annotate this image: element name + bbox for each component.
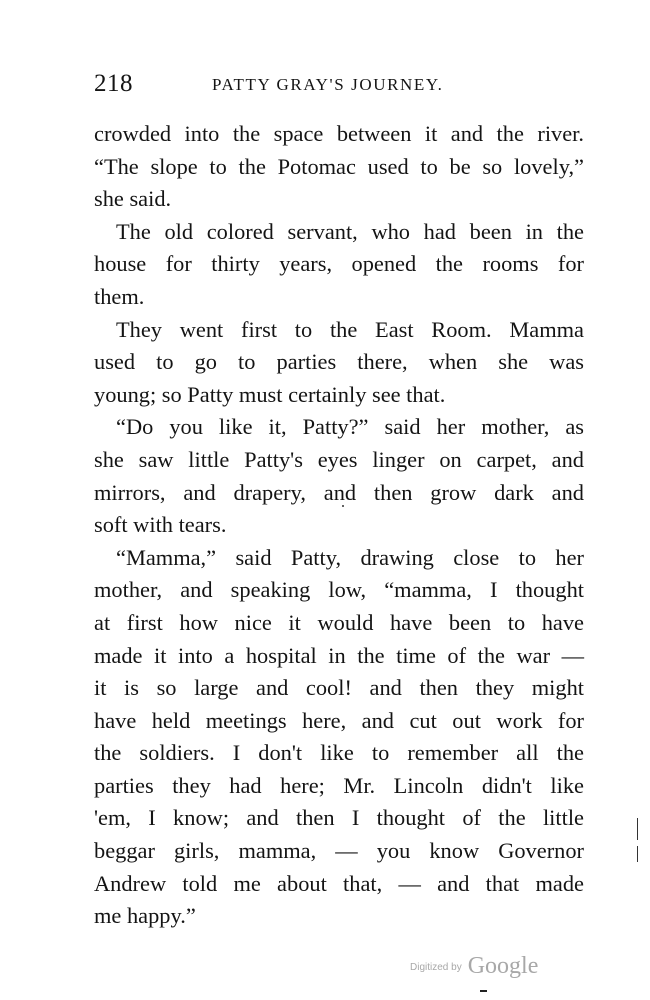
text-line: They went first to the East Room. Mamma <box>116 316 584 342</box>
margin-mark <box>637 818 638 840</box>
text-line: used to go to parties there, when she was <box>94 349 584 375</box>
text-line: the soldiers. I don't like to remember all the <box>94 740 584 766</box>
text-line: house for thirty years, opened the rooms for <box>94 251 584 277</box>
text-line: me happy.” <box>94 903 196 929</box>
text-line: beggar girls, mamma, — you know Governor <box>94 838 584 864</box>
body-text <box>94 118 584 933</box>
text-line: have held meetings here, and cut out work for <box>94 707 584 733</box>
google-logo: Google <box>467 953 539 979</box>
digitized-watermark <box>410 953 538 980</box>
margin-mark <box>637 846 638 862</box>
watermark-prefix: Digitized by <box>410 962 462 973</box>
running-title: PATTY GRAY'S JOURNEY. <box>212 75 444 94</box>
text-line: The old colored servant, who had been in the <box>116 218 584 244</box>
text-line: it is so large and cool! and then they might <box>94 675 584 701</box>
page-header <box>94 70 586 102</box>
scan-speck <box>342 505 344 507</box>
text-line: “Do you like it, Patty?” said her mother, as <box>116 414 584 440</box>
text-line: mirrors, and drapery, and then grow dark and <box>94 479 584 505</box>
text-line: made it into a hospital in the time of the war — <box>94 642 584 668</box>
text-line: them. <box>94 283 145 309</box>
text-line: at first how nice it would have been to have <box>94 609 584 635</box>
text-line: mother, and speaking low, “mamma, I thought <box>94 577 584 603</box>
text-line: 'em, I know; and then I thought of the little <box>94 805 584 831</box>
text-line: crowded into the space between it and the river. <box>94 121 584 146</box>
text-line: parties they had here; Mr. Lincoln didn't like <box>94 772 584 798</box>
text-line: she said. <box>94 186 172 212</box>
page-number: 218 <box>94 70 133 97</box>
text-line: soft with tears. <box>94 512 227 538</box>
text-line: she saw little Patty's eyes linger on carpet, and <box>94 446 584 472</box>
footer-mark <box>480 990 487 992</box>
text-line: Andrew told me about that, — and that made <box>94 870 584 896</box>
text-line: young; so Patty must certainly see that. <box>94 381 446 407</box>
text-line: “The slope to the Potomac used to be so lovely,” <box>94 153 584 179</box>
text-line: “Mamma,” said Patty, drawing close to her <box>116 544 584 570</box>
